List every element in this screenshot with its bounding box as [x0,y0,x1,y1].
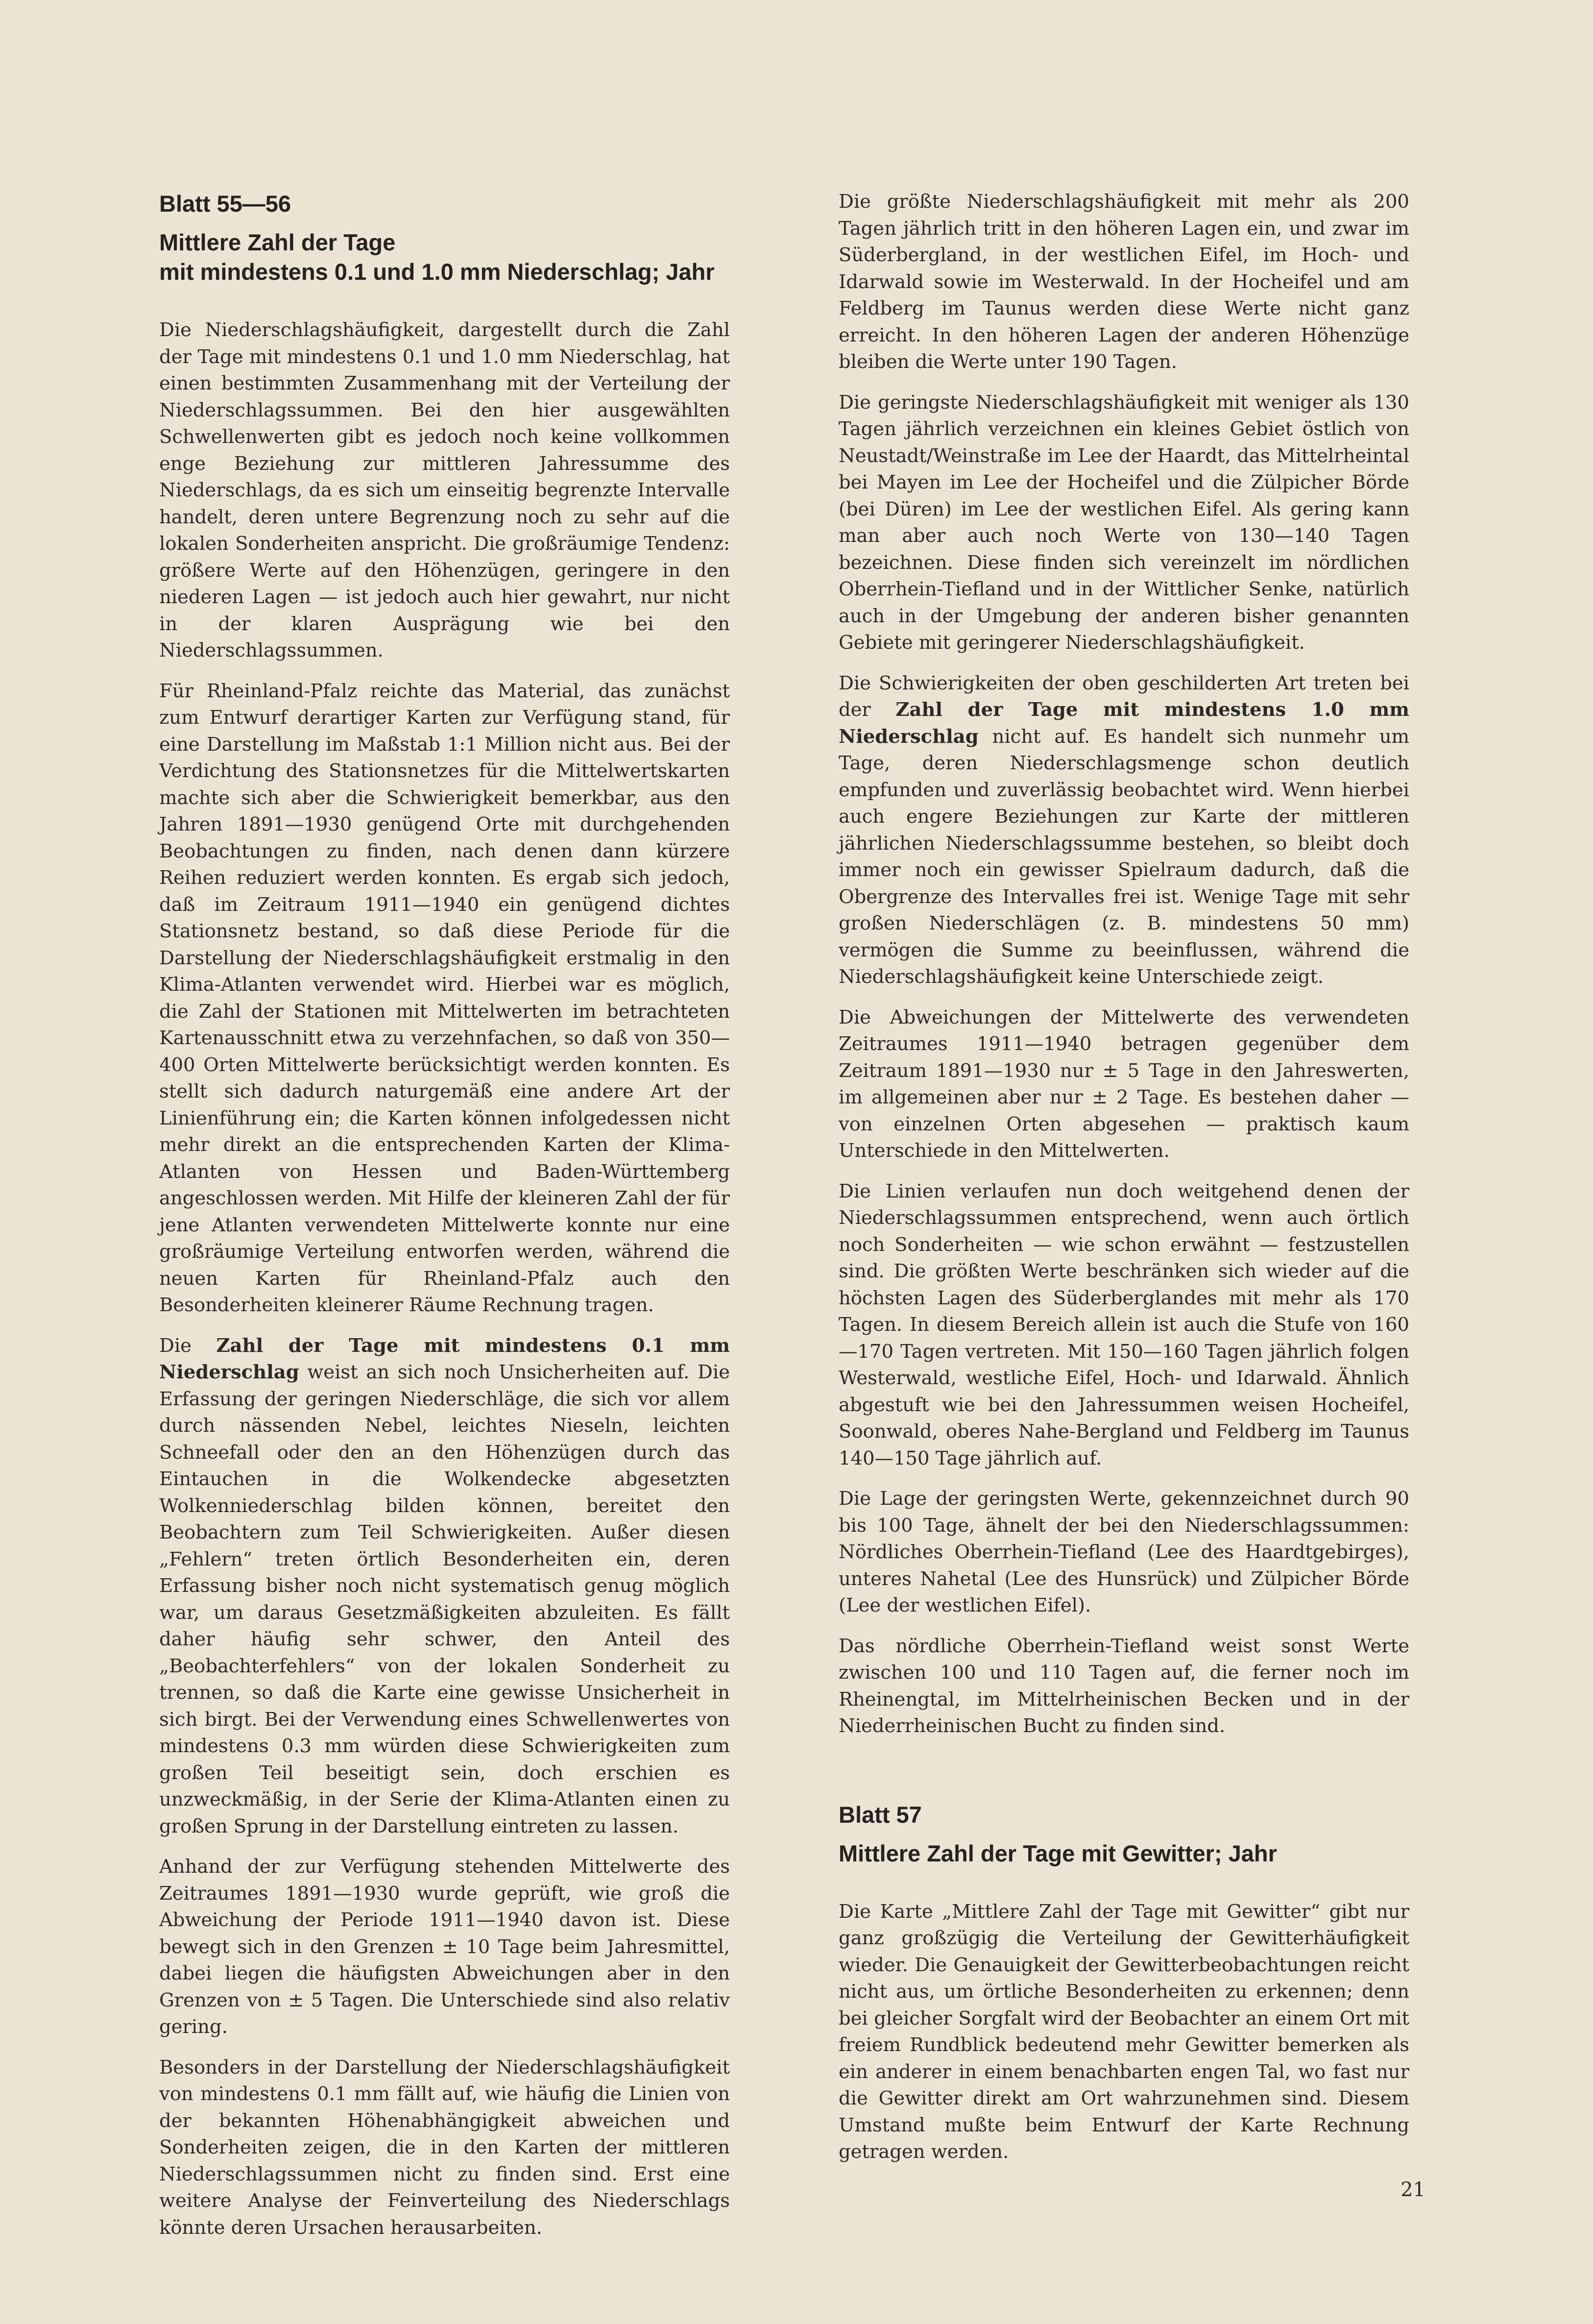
text-run: weist an sich noch Unsicherheiten auf. Die Erfassung der geringen Niederschläge, die sich vor allem durch nässenden Nebel, leichtes Nieseln, leichten Schneefall oder den an den Höhenzügen durch das Eintauchen in die Wolkendecke abgesetzten Wolkenniederschlag bilden können, bereitet den Beobachtern zum Teil Schwierigkeiten. Außer diesen „Fehlern“ treten örtlich Besonderheiten ein, deren Erfassung bisher noch nicht systematisch genug möglich war, um daraus Gesetzmäßigkeiten abzuleiten. Es fällt daher häufig sehr schwer, den Anteil des „Beobachterfehlers“ von der lokalen Sonderheit zu trennen, so daß die Karte eine gewisse Unsicherheit in sich birgt. Bei der Verwendung eines Schwellenwertes von mindestens 0.3 mm würden diese Schwierigkeiten zum großen Teil beseitigt sein, doch erschien es unzweckmäßig, in der Serie der Klima-Atlanten einen zu großen Sprung in der Darstellung eintreten zu lassen. [159,1361,730,1837]
text-run: nicht auf. Es handelt sich nunmehr um Tage, deren Niederschlagsmenge schon deutlich empfunden und zuverlässig beobachtet wird. Wenn hierbei auch engere Beziehungen zur Karte der mittleren jährlichen Niederschlagssumme bestehen, so bleibt doch immer noch ein gewisser Spielraum dadurch, daß die Obergrenze des Intervalles frei ist. Wenige Tage mit sehr großen Niederschlägen (z. B. mindestens 50 mm) vermögen die Summe zu beeinflussen, während die Niederschlagshäufigkeit keine Unterschiede zeigt. [839,725,1409,988]
paragraph [159,1333,730,1840]
section-subtitle-line-1: Mittlere Zahl der Tage [159,229,396,255]
section-subtitle-gewitter: Mittlere Zahl der Tage mit Gewitter; Jahr [839,1840,1277,1866]
paragraph: Die Linien verlaufen nun doch weitgehend denen der Niederschlagssummen entsprechend, wenn auch örtlich noch Sonderheiten — wie schon erwähnt — festzustellen sind. Die größten Werte beschränken sich wieder auf die höchsten Lagen des Süderberglandes mit mehr als 170 Tagen. In diesem Bereich allein ist auch die Stufe von 160—170 Tagen vertreten. Mit 150—160 Tagen jährlich folgen Westerwald, westliche Eifel, Hoch- und Idarwald. Ähnlich abgestuft wie bei den Jahressummen weisen Hocheifel, Soonwald, oberes Nahe-Bergland und Feldberg im Taunus 140—150 Tage jährlich auf. [839,1180,1409,1469]
left-column [159,189,730,2255]
paragraph: Die größte Niederschlagshäufigkeit mit mehr als 200 Tagen jährlich tritt in den höheren Lagen ein, und zwar im Süderbergland, in der westlichen Eifel, im Hoch- und Idarwald sowie im Westerwald. In der Hocheifel und am Feldberg im Taunus werden diese Werte nicht ganz erreicht. In den höheren Lagen der anderen Höhenzüge bleiben die Werte unter 190 Tagen. [839,191,1409,373]
paragraph: Die Karte „Mittlere Zahl der Tage mit Gewitter“ gibt nur ganz großzügig die Verteilung der Gewitterhäufigkeit wieder. Die Genauigkeit der Gewitterbeobachtungen reicht nicht aus, um örtliche Besonderheiten zu erkennen; denn bei gleicher Sorgfalt wird der Beobachter an einem Ort mit freiem Rundblick bedeutend mehr Gewitter bemerken als ein anderer in einem benachbarten engen Tal, wo fast nur die Gewitter direkt am Ort wahrzunehmen sind. Diesem Umstand mußte beim Entwurf der Karte Rechnung getragen werden. [839,1900,1409,2163]
right-column [839,189,1409,2179]
paragraph: Die Lage der geringsten Werte, gekennzeichnet durch 90 bis 100 Tage, ähnelt der bei den Niederschlagssummen: Nördliches Oberrhein-Tiefland (Lee des Haardtgebirges), unteres Nahetal (Lee des Hunsrück) und Zülpicher Börde (Lee der westlichen Eifel). [839,1488,1409,1616]
paragraph: Die Abweichungen der Mittelwerte des verwendeten Zeitraumes 1911—1940 betragen gegenüber dem Zeitraum 1891—1930 nur ± 5 Tage in den Jahreswerten, im allgemeinen aber nur ± 2 Tage. Es bestehen daher — von einzelnen Orten abgesehen — praktisch kaum Unterschiede in den Mittelwerten. [839,1006,1409,1162]
bold-term: Zahl der Tage mit mindestens 0.1 mm Niederschlag [159,1334,730,1383]
text-run: Die [159,1334,217,1357]
text-run: Die Schwierigkeiten der oben geschilderten Art treten bei der [839,672,1409,721]
paragraph: Für Rheinland-Pfalz reichte das Material, das zunächst zum Entwurf derartiger Karten zur Verfügung stand, für eine Darstellung im Maßstab 1:1 Million nicht aus. Bei der Verdichtung des Stationsnetzes für die Mittelwertskarten machte sich aber die Schwierigkeit bemerkbar, aus den Jahren 1891—1930 genügend Orte mit durchgehenden Beobachtungen zu finden, nach denen dann kürzere Reihen reduziert werden konnten. Es ergab sich jedoch, daß im Zeitraum 1911—1940 ein genügend dichtes Stationsnetz bestand, so daß diese Periode für die Darstellung der Niederschlagshäufigkeit erstmalig in den Klima-Atlanten verwendet wird. Hierbei war es möglich, die Zahl der Stationen mit Mittelwerten im betrachteten Kartenausschnitt etwa zu verzehnfachen, so daß von 350—400 Orten Mittelwerte berücksichtigt werden konnten. Es stellt sich dadurch naturgemäß eine andere Art der Linienführung ein; die Karten können infolgedessen nicht mehr direkt an die entsprechenden Karten der Klima-Atlanten von Hessen und Baden-Württemberg angeschlossen werden. Mit Hilfe der kleineren Zahl der für jene Atlanten verwendeten Mittelwerte konnte nur eine großräumige Verteilung entworfen werden, während die neuen Karten für Rheinland-Pfalz auch den Besonderheiten kleinerer Räume Rechnung tragen. [159,680,730,1316]
section-title-blatt-55-56: Blatt 55—56 [159,191,291,217]
paragraph: Anhand der zur Verfügung stehenden Mittelwerte des Zeitraumes 1891—1930 wurde geprüft, wie groß die Abweichung der Periode 1911—1940 davon ist. Diese bewegt sich in den Grenzen ± 10 Tage beim Jahresmittel, dabei liegen die häufigsten Abweichungen aber in den Grenzen von ± 5 Tagen. Die Unterschiede sind also relativ gering. [159,1856,730,2038]
bold-term: Zahl der Tage mit mindestens 1.0 mm Niederschlag [839,699,1409,748]
paragraph: Das nördliche Oberrhein-Tiefland weist sonst Werte zwischen 100 und 110 Tagen auf, die ferner noch im Rheinengtal, im Mittelrheinischen Becken und in der Niederrheinischen Bucht zu finden sind. [839,1635,1409,1737]
paragraph: Die Niederschlagshäufigkeit, dargestellt durch die Zahl der Tage mit mindestens 0.1 und 1.0 mm Niederschlag, hat einen bestimmten Zusammenhang mit der Verteilung der Niederschlagssummen. Bei den hier ausgewählten Schwellenwerten gibt es jedoch noch keine vollkommen enge Beziehung zur mittleren Jahressumme des Niederschlags, da es sich um einseitig begrenzte Intervalle handelt, deren untere Begrenzung noch zu sehr auf die lokalen Sonderheiten anspricht. Die großräumige Tendenz: größere Werte auf den Höhenzügen, geringere in den niederen Lagen — ist jedoch auch hier gewahrt, nur nicht in der klaren Ausprägung wie bei den Niederschlagssummen. [159,319,730,661]
paragraph: Besonders in der Darstellung der Niederschlagshäufigkeit von mindestens 0.1 mm fällt auf, wie häufig die Linien von der bekannten Höhenabhängigkeit abweichen und Sonderheiten zeigen, die in den Karten der mittleren Niederschlagssummen nicht zu finden sind. Erst eine weitere Analyse der Feinverteilung des Niederschlags könnte deren Ursachen herausarbeiten. [159,2056,730,2239]
page-number: 21 [1400,2178,1425,2201]
paragraph [839,670,1409,991]
section-subtitle-line-2: mit mindestens 0.1 und 1.0 mm Niederschlag; Jahr [159,259,715,285]
paragraph: Die geringste Niederschlagshäufigkeit mit weniger als 130 Tagen jährlich verzeichnen ein kleines Gebiet östlich von Neustadt/Weinstraße im Lee der Haardt, das Mittelrheintal bei Mayen im Lee der Hocheifel und die Zülpicher Börde (bei Düren) im Lee der westlichen Eifel. Als gering kann man aber auch noch Werte von 130—140 Tagen bezeichnen. Diese finden sich vereinzelt im nördlichen Oberrhein-Tiefland und in der Wittlicher Senke, natürlich auch in der Umgebung der anderen bisher genannten Gebiete mit geringerer Niederschlagshäufigkeit. [839,391,1409,654]
section-title-blatt-57: Blatt 57 [839,1801,922,1828]
